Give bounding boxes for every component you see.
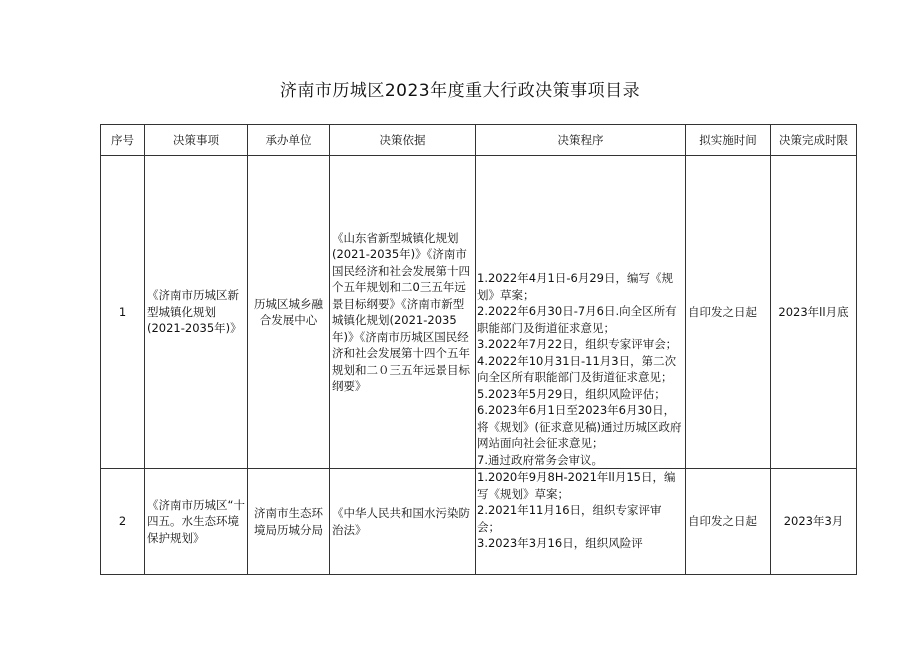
row-no: 2 xyxy=(101,469,145,575)
row-basis: 《山东省新型城镇化规划(2021-2035年)》《济南市国民经济和社会发展第十四个五年规划和二0三五年远景目标纲要》《济南市新型城镇化规划(2021-2035年)》《济南市历城区国民经济和社会发展第十四个五年规划和二０三五年远景目标纲要》 xyxy=(330,156,476,469)
row-unit: 历城区城乡融合发展中心 xyxy=(248,156,330,469)
header-unit: 承办单位 xyxy=(248,125,330,156)
header-row xyxy=(101,125,857,156)
procedure-step: 2.2022年6月30日-7月6日.向全区所有职能部门及街道征求意见； xyxy=(477,304,677,335)
row-unit: 济南市生态环境局历城分局 xyxy=(248,469,330,575)
table-row xyxy=(101,469,857,575)
row-no: 1 xyxy=(101,156,145,469)
row-basis: 《中华人民共和国水污染防治法》 xyxy=(330,469,476,575)
procedure-step: 1.2020年9月8H-2021年ll月15日，编写《规划》草案； xyxy=(477,470,676,501)
header-start-time: 拟实施时间 xyxy=(686,125,771,156)
table-row xyxy=(101,156,857,469)
procedure-step: 6.2023年6月1日至2023年6月30日，将《规划》(征求意见稿)通过历城区政府网站面向社会征求意见； xyxy=(477,403,682,450)
row-start-time: 自印发之日起 xyxy=(686,156,771,469)
header-item: 决策事项 xyxy=(145,125,248,156)
row-deadline: 2023年ll月底 xyxy=(771,156,857,469)
procedure-step: 5.2023年5月29日，组织风险评估； xyxy=(477,386,666,401)
row-deadline: 2023年3月 xyxy=(771,469,857,575)
procedure-step: 1.2022年4月1日-6月29日，编写《规划》草案； xyxy=(477,271,673,302)
header-no: 序号 xyxy=(101,125,145,156)
decision-catalog-table xyxy=(100,124,857,575)
procedure-step: 7.通过政府常务会审议。 xyxy=(477,452,603,467)
row-item: 《济南市历城区新型城镇化规划(2021-2035年)》 xyxy=(145,156,248,469)
procedure-step: 3.2022年7月22日，组织专家评审会； xyxy=(477,337,678,351)
header-deadline: 决策完成时限 xyxy=(771,125,857,156)
row-procedure xyxy=(476,156,686,469)
procedure-step: 4.2022年10月31日-11月3日，第二次向全区所有职能部门及街道征求意见； xyxy=(477,353,677,384)
row-start-time: 自印发之日起 xyxy=(686,469,771,575)
row-item: 《济南市历城区“十四五。水生态环境保护规划》 xyxy=(145,469,248,575)
header-basis: 决策依据 xyxy=(330,125,476,156)
procedure-step: 2.2021年11月16日，组织专家评审会； xyxy=(477,503,662,534)
header-procedure: 决策程序 xyxy=(476,125,686,156)
document-title: 济南市历城区2023年度重大行政决策事项目录 xyxy=(279,81,641,101)
row-procedure xyxy=(476,469,686,575)
procedure-step: 3.2023年3月16日，组织风险评 xyxy=(477,536,643,550)
